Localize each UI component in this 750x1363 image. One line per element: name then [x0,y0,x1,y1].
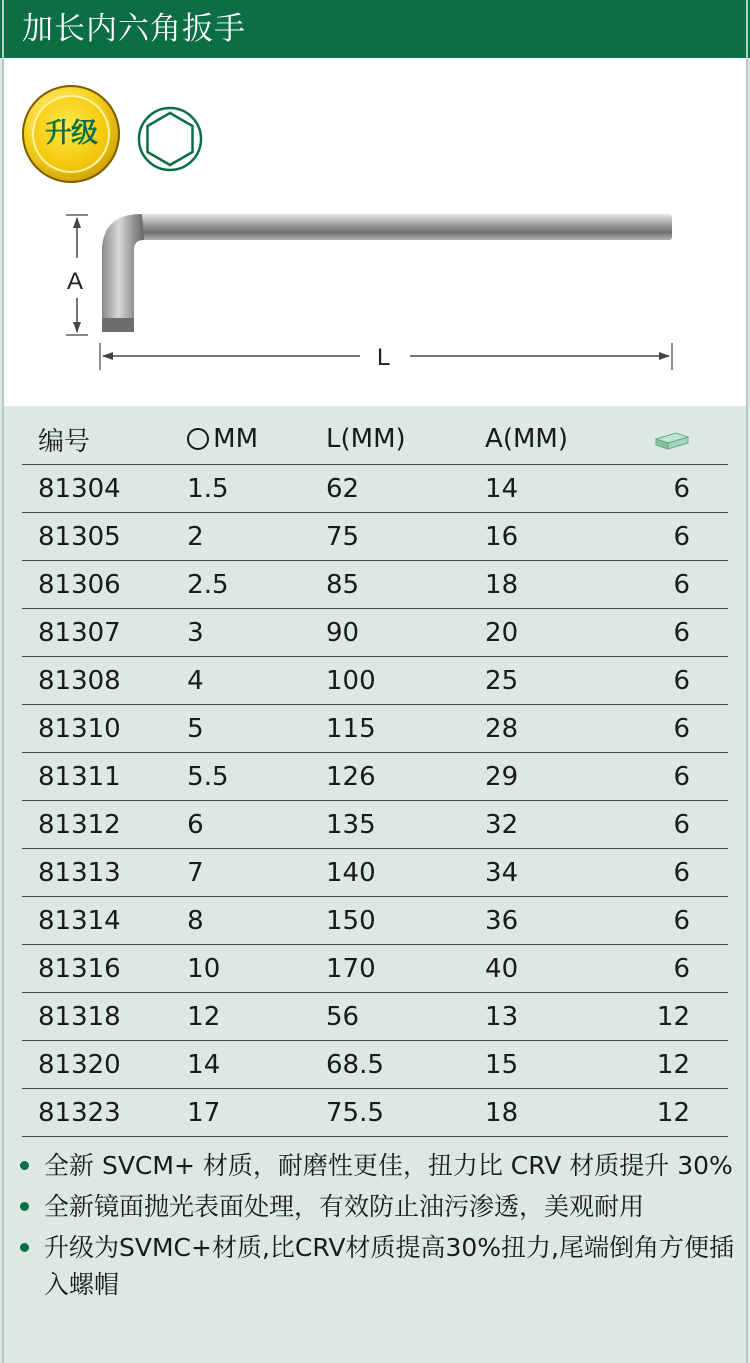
cell-size: 1.5 [187,465,326,513]
table-row [22,849,728,897]
cell-code: 81313 [22,849,187,897]
cell-pack: 12 [654,1089,728,1137]
feature-notes [14,1147,738,1307]
cell-a: 40 [485,945,654,993]
cell-pack: 6 [654,657,728,705]
cell-pack: 6 [654,897,728,945]
cell-code: 81318 [22,993,187,1041]
cell-a: 13 [485,993,654,1041]
table-row [22,609,728,657]
cell-size: 3 [187,609,326,657]
bullet-icon [20,1161,29,1170]
cell-length: 56 [326,993,485,1041]
cell-size: 2 [187,513,326,561]
upgrade-badge-label: 升级 [45,118,97,149]
table-row [22,465,728,513]
cell-code: 81311 [22,753,187,801]
cell-size: 14 [187,1041,326,1089]
col-header-code: 编号 [22,414,187,465]
cell-size: 4 [187,657,326,705]
hexagon-icon [136,105,204,173]
cell-a: 29 [485,753,654,801]
cell-pack: 12 [654,1041,728,1089]
cell-a: 28 [485,705,654,753]
cell-length: 115 [326,705,485,753]
bullet-icon [20,1202,29,1211]
cell-code: 81304 [22,465,187,513]
cell-pack: 6 [654,801,728,849]
cell-a: 36 [485,897,654,945]
table-row [22,897,728,945]
circle-icon [187,428,209,450]
cell-pack: 12 [654,993,728,1041]
cell-code: 81306 [22,561,187,609]
cell-pack: 6 [654,945,728,993]
cell-length: 140 [326,849,485,897]
cell-a: 15 [485,1041,654,1089]
table-row [22,993,728,1041]
l-dimension-label: L [377,344,391,371]
cell-pack: 6 [654,753,728,801]
cell-size: 5 [187,705,326,753]
cell-code: 81308 [22,657,187,705]
wrench-diagram [60,200,700,380]
cell-pack: 6 [654,513,728,561]
cell-length: 68.5 [326,1041,485,1089]
cell-length: 62 [326,465,485,513]
cell-size: 10 [187,945,326,993]
table-row [22,945,728,993]
cell-code: 81316 [22,945,187,993]
note-item: 全新 SVCM+ 材质，耐磨性更佳，扭力比 CRV 材质提升 30% [14,1147,738,1184]
col-header-a: A(MM) [485,414,654,465]
cell-code: 81314 [22,897,187,945]
cell-code: 81312 [22,801,187,849]
cell-size: 5.5 [187,753,326,801]
cell-size: 6 [187,801,326,849]
cell-a: 25 [485,657,654,705]
cell-pack: 6 [654,465,728,513]
cell-length: 75 [326,513,485,561]
cell-pack: 6 [654,705,728,753]
table-row [22,513,728,561]
cell-size: 17 [187,1089,326,1137]
cell-code: 81320 [22,1041,187,1089]
upgrade-badge [22,85,120,183]
note-item: 升级为SVMC+材质,比CRV材质提高30%扭力,尾端倒角方便插入螺帽 [14,1229,738,1303]
a-dimension-label: A [67,268,84,295]
col-header-pack [654,414,728,465]
cell-code: 81310 [22,705,187,753]
cell-length: 85 [326,561,485,609]
table-row [22,753,728,801]
cell-length: 75.5 [326,1089,485,1137]
cell-a: 16 [485,513,654,561]
bullet-icon [20,1243,29,1252]
cell-length: 170 [326,945,485,993]
cell-a: 32 [485,801,654,849]
cell-a: 34 [485,849,654,897]
cell-a: 18 [485,561,654,609]
cell-pack: 6 [654,609,728,657]
cell-pack: 6 [654,849,728,897]
cell-length: 135 [326,801,485,849]
table-row [22,561,728,609]
cell-size: 7 [187,849,326,897]
cell-pack: 6 [654,561,728,609]
cell-length: 90 [326,609,485,657]
cell-length: 100 [326,657,485,705]
cell-code: 81307 [22,609,187,657]
cell-size: 8 [187,897,326,945]
col-header-length: L(MM) [326,414,485,465]
spec-table [22,414,728,1137]
cell-a: 18 [485,1089,654,1137]
note-item: 全新镜面抛光表面处理，有效防止油污渗透，美观耐用 [14,1188,738,1225]
cell-a: 20 [485,609,654,657]
cell-code: 81305 [22,513,187,561]
table-row [22,1041,728,1089]
table-header-row [22,414,728,465]
col-header-size: MM [187,414,326,465]
cell-length: 126 [326,753,485,801]
table-row [22,705,728,753]
cell-length: 150 [326,897,485,945]
table-row [22,801,728,849]
table-row [22,657,728,705]
cell-size: 2.5 [187,561,326,609]
page-title: 加长内六角扳手 [0,0,750,58]
cell-a: 14 [485,465,654,513]
table-row [22,1089,728,1137]
cell-size: 12 [187,993,326,1041]
cell-code: 81323 [22,1089,187,1137]
box-pack-icon [654,429,690,451]
